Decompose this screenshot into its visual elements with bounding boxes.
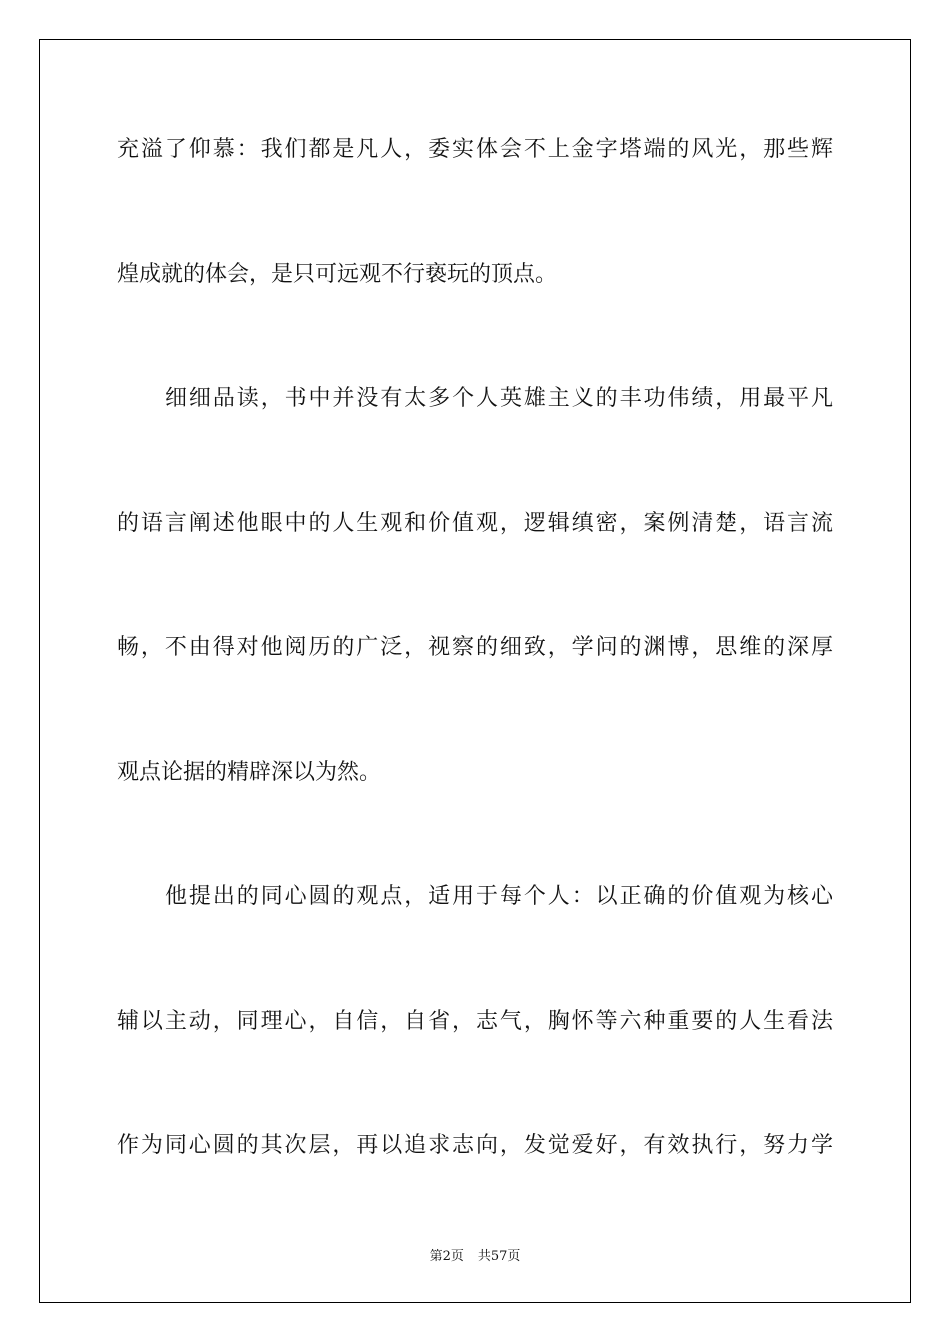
paragraph-line: 畅，不由得对他阅历的广泛，视察的细致，学问的渊博，思维的深厚 (117, 635, 833, 660)
page-number: 第2页 (429, 1249, 464, 1264)
paragraph-line: 细细品读，书中并没有太多个人英雄主义的丰功伟绩，用最平凡 (165, 386, 833, 411)
page-total: 共57页 (477, 1249, 521, 1264)
page-border (39, 39, 911, 1303)
paragraph-line: 的语言阐述他眼中的人生观和价值观，逻辑缜密，案例清楚，语言流 (117, 511, 833, 536)
paragraph-line: 他提出的同心圆的观点，适用于每个人：以正确的价值观为核心 (165, 884, 833, 909)
paragraph-line: 观点论据的精辟深以为然。 (117, 760, 382, 785)
paragraph-line: 煌成就的体会，是只可远观不行亵玩的顶点。 (117, 262, 558, 287)
page-footer (0, 1245, 950, 1264)
paragraph-line: 作为同心圆的其次层，再以追求志向，发觉爱好，有效执行，努力学 (117, 1133, 833, 1158)
paragraph-line: 辅以主动，同理心，自信，自省，志气，胸怀等六种重要的人生看法 (117, 1009, 833, 1034)
paragraph-line: 充溢了仰慕：我们都是凡人，委实体会不上金字塔端的风光，那些辉 (117, 137, 833, 162)
